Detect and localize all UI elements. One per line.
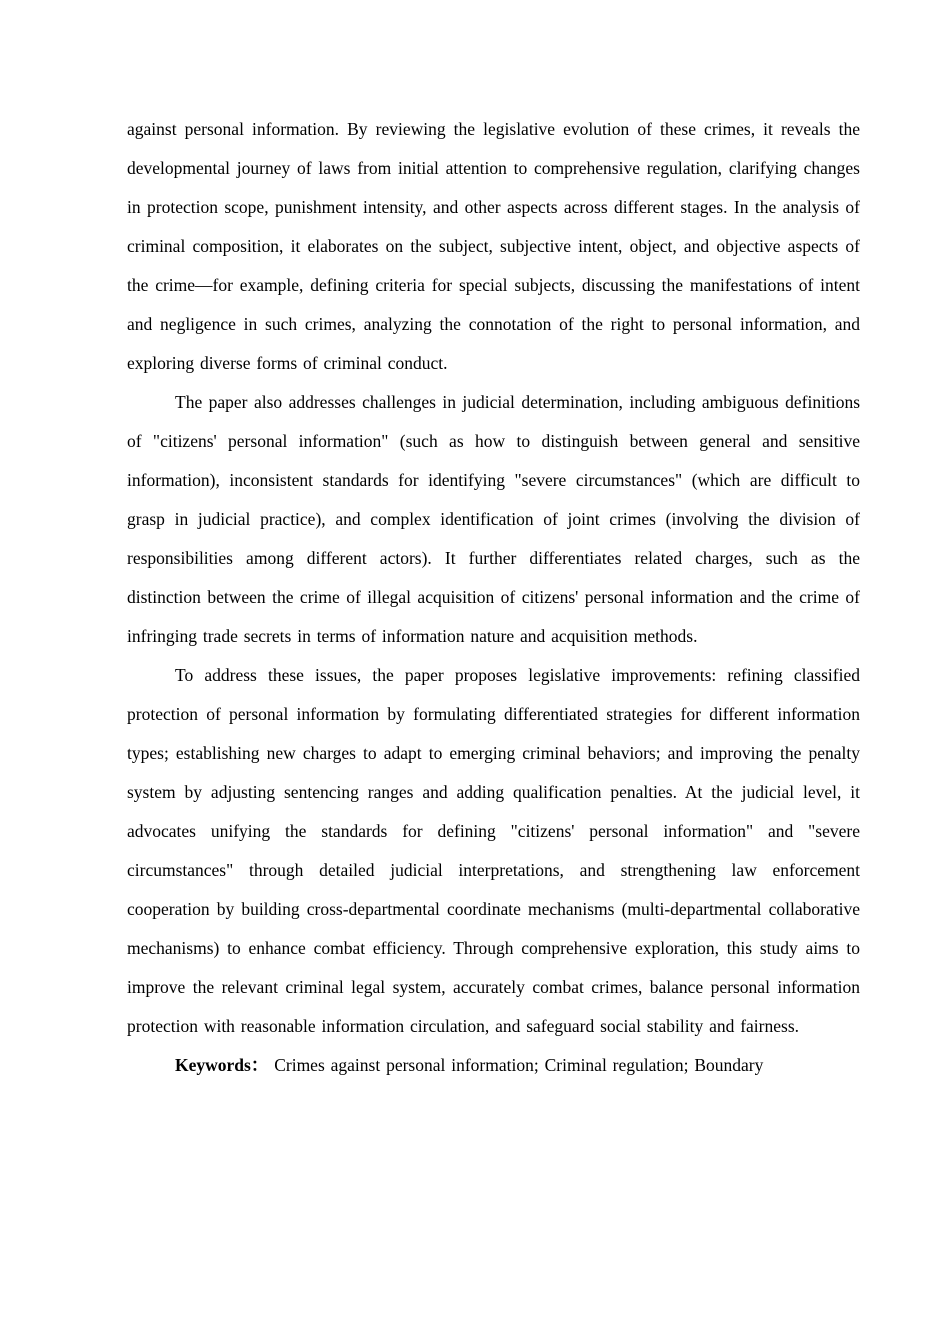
keywords-text: Crimes against personal information; Criminal regulation; Boundary: [274, 1055, 764, 1075]
abstract-paragraph-1: against personal information. By reviewing the legislative evolution of these crimes, it reveals the developmental journey of laws from initial attention to comprehensive regulation, clarifying changes in protection scope, punishment intensity, and other aspects across different stages. In the analysis of criminal composition, it elaborates on the subject, subjective intent, object, and objective aspects of the crime—for example, defining criteria for special subjects, discussing the manifestations of intent and negligence in such crimes, analyzing the connotation of the right to personal information, and exploring diverse forms of criminal conduct.: [127, 119, 860, 373]
keywords-line: [127, 1046, 860, 1085]
abstract-paragraph-2: The paper also addresses challenges in judicial determination, including ambiguous definitions of "citizens' personal information" (such as how to distinguish between general and sensitive information), inconsistent standards for identifying "severe circumstances" (which are difficult to grasp in judicial practice), and complex identification of joint crimes (involving the division of responsibilities among different actors). It further differentiates related charges, such as the distinction between the crime of illegal acquisition of citizens' personal information and the crime of infringing trade secrets in terms of information nature and acquisition methods.: [127, 392, 860, 646]
abstract-paragraph-3: To address these issues, the paper proposes legislative improvements: refining classified protection of personal information by formulating differentiated strategies for different information types; establishing new charges to adapt to emerging criminal behaviors; and improving the penalty system by adjusting sentencing ranges and adding qualification penalties. At the judicial level, it advocates unifying the standards for defining "citizens' personal information" and "severe circumstances" through detailed judicial interpretations, and strengthening law enforcement cooperation by building cross-departmental coordinate mechanisms (multi-departmental collaborative mechanisms) to enhance combat efficiency. Through comprehensive exploration, this study aims to improve the relevant criminal legal system, accurately combat crimes, balance personal information protection with reasonable information circulation, and safeguard social stability and fairness.: [127, 665, 860, 1036]
document-body: [127, 110, 860, 1085]
keywords-label: Keywords：: [175, 1055, 269, 1075]
